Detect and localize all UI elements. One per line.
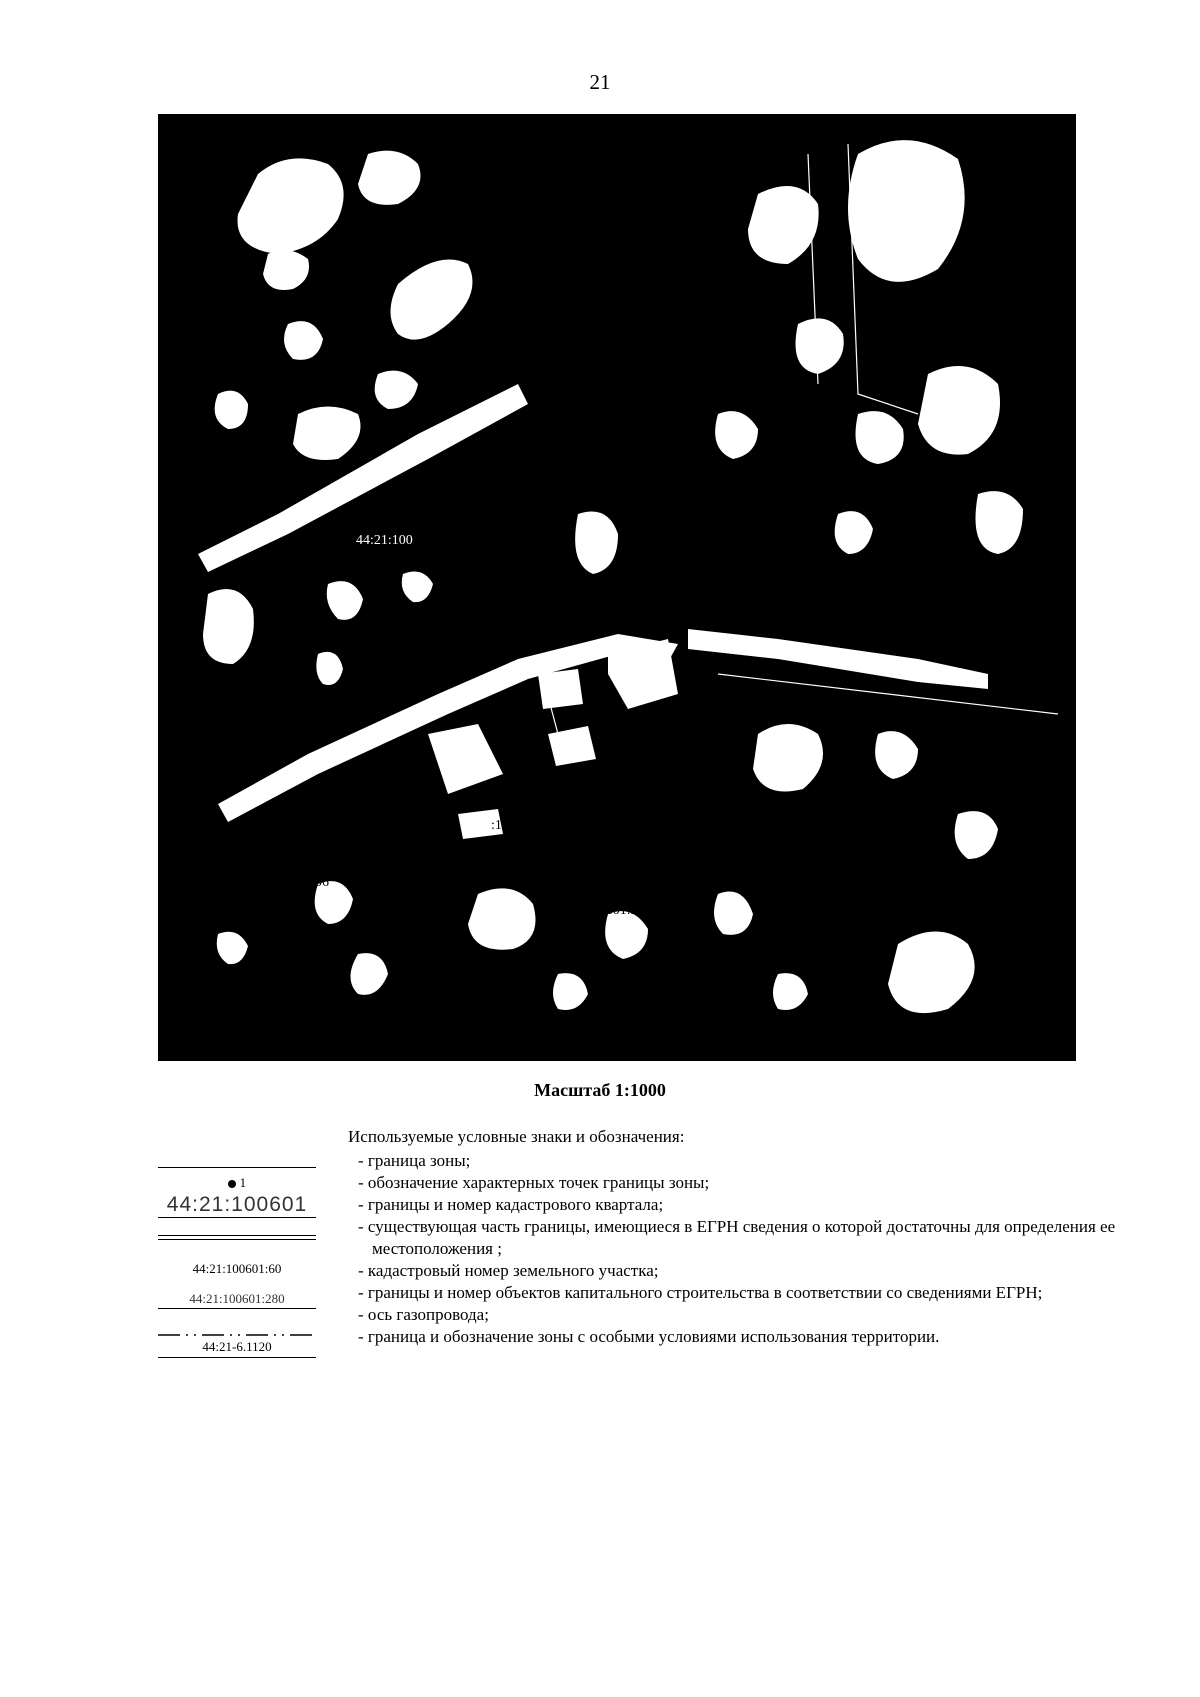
map-label-building-center: :100 [491,818,516,833]
legend-list [358,1150,1158,1348]
symbol-point-number: 1 [239,1175,247,1190]
symbol-quarter-line [158,1217,316,1218]
legend-item-existing-boundary: - существующая часть границы, имеющиеся в ЕГРН сведения о которой достаточны для определения ее местоположения ; [358,1217,1116,1258]
symbol-zone-line [158,1357,316,1358]
symbol-zone-number: 44:21-6.1120 [202,1339,272,1354]
scale-caption: Масштаб 1:1000 [534,1080,666,1100]
legend-item-characteristic-points: - обозначение характерных точек границы зоны; [358,1173,710,1192]
map-label-quarter-bottom-left: 006 [308,875,329,890]
map-label-point-12: 12 [433,343,447,358]
legend-item-gas-pipeline: - ось газопровода; [358,1305,489,1324]
map-image [158,114,1076,1061]
symbol-gas-pipeline-line [158,1333,316,1335]
legend-item-cadastral-quarter: - границы и номер кадастрового квартала; [358,1195,664,1214]
legend-item-parcel-number: - кадастровый номер земельного участка; [358,1261,659,1280]
point-dot-icon [228,1180,236,1188]
symbol-parcel-number: 44:21:100601:60 [192,1261,282,1276]
legend-title: Используемые условные знаки и обозначения: [348,1127,685,1146]
dash-dot-line-icon [158,1333,316,1337]
legend-item-building-boundaries: - границы и номер объектов капитального строительства в соответствии со сведениями ЕГРН; [358,1283,1043,1302]
symbol-existing-boundary-line-2 [158,1239,316,1240]
symbol-point [158,1176,316,1191]
legend-item-special-zone: - граница и обозначение зоны с особыми условиями использования территории. [358,1327,940,1346]
map-label-parcel-bottom: :21:100601:30 [563,903,645,918]
symbol-zone-boundary-line [158,1167,316,1168]
page-number: 21 [589,70,611,94]
orthophoto-map [158,114,1076,1061]
map-label-zone: 44:21-6.1120 [848,707,923,722]
map-label-point-13: 13 [463,363,477,378]
symbol-quarter-number: 44:21:100601 [166,1193,308,1216]
symbol-building-line [158,1308,316,1309]
map-label-quarter-top: 44:21:100 [356,533,413,548]
symbol-existing-boundary-line [158,1235,316,1236]
symbol-building-number: 44:21:100601:280 [189,1291,285,1306]
legend-item-zone-boundary: - граница зоны; [358,1151,471,1170]
